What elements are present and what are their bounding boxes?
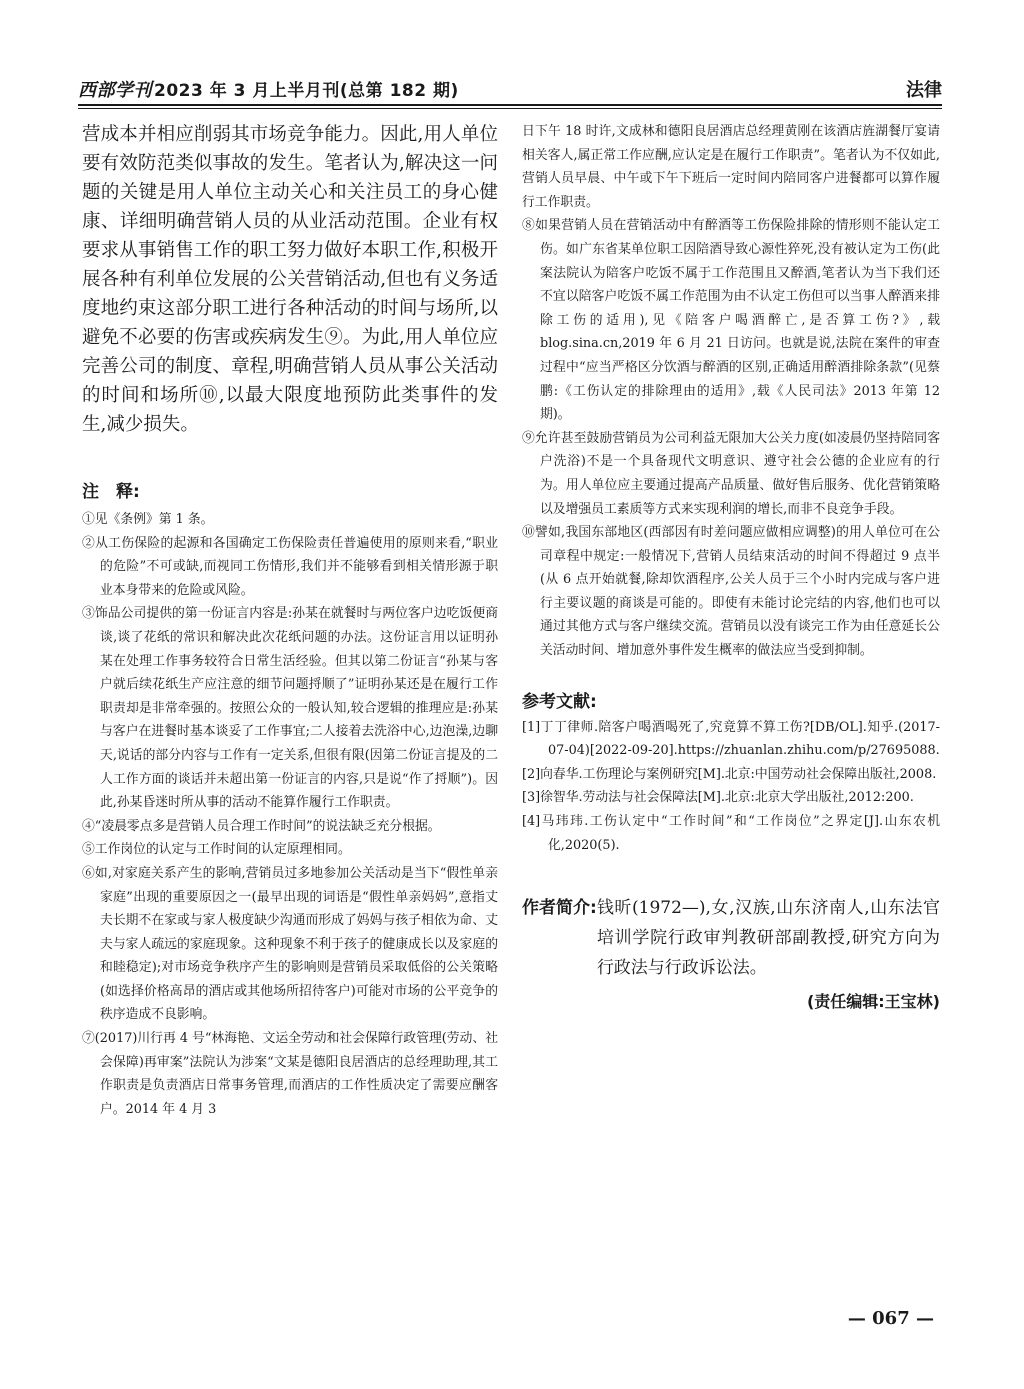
page-number: — 067 — [847, 1308, 934, 1329]
note-item: ⑤工作岗位的认定与工作时间的认定原理相同。 [82, 842, 351, 858]
note-item: ⑥如,对家庭关系产生的影响,营销员过多地参加公关活动是当下“假性单亲家庭”出现的重要原因之一(最早出现的词语是“假性单亲妈妈”,意指丈夫长期不在家或与家人极度缺少沟通而形成了妈妈与孩子相依为命、丈夫与家人疏远的家庭现象。这种现象不利于孩子的健康成长以及家庭的和睦稳定);对市场竞争秩序产生的影响则是营销员采取低俗的公关策略(如选择价格高昂的酒店或其他场所招待客户)可能对市场的公平竞争的秩序造成不良影响。 [82, 865, 498, 1023]
author-bio-label: 作者简介: [522, 898, 597, 919]
section-label: 法律 [906, 80, 942, 101]
note-continuation: 日下午 18 时许,文成林和德阳良居酒店总经理黄刚在该酒店旌湖餐厅宴请相关客人,属正常工作应酬,应认定是在履行工作职责”。笔者认为不仅如此,营销人员早晨、中午或下午下班后一定时间内陪同客户进餐都可以算作履行工作职责。 [522, 124, 940, 210]
note-item: ④“凌晨零点多是营销人员合理工作时间”的说法缺乏充分根据。 [82, 818, 441, 834]
notes-heading: 注 释: [82, 482, 140, 502]
reference-item: [2]向春华.工伤理论与案例研究[M].北京:中国劳动社会保障出版社,2008. [522, 766, 937, 782]
left-column [82, 120, 498, 1121]
references-heading: 参考文献: [522, 691, 597, 712]
notes-list-left [82, 508, 498, 1121]
author-bio-text: 钱昕(1972—),女,汉族,山东济南人,山东法官培训学院行政审判教研部副教授,研究方向为行政法与行政诉讼法。 [596, 898, 940, 979]
note-item: ⑦(2017)川行再 4 号“林海艳、文运全劳动和社会保障行政管理(劳动、社会保障)再审案”法院认为涉案“文某是德阳良居酒店的总经理助理,其工作职责是负责酒店日常事务管理,而酒店的工作性质决定了需要应酬客户。2014 年 4 月 3 [82, 1031, 498, 1117]
note-item: ③饰品公司提供的第一份证言内容是:孙某在就餐时与两位客户边吃饭便商谈,谈了花纸的常识和解决此次花纸问题的办法。这份证言用以证明孙某在处理工作事务较符合日常生活经验。但其以第二份证言“孙某与客户就后续花纸生产应注意的细节问题捋顺了”证明孙某还是在履行工作职责却是非常牵强的。按照公众的一般认知,较合逻辑的推理应是:孙某与客户在进餐时基本谈妥了工作事宜;二人接着去洗浴中心,边泡澡,边聊天,说话的部分内容与工作有一定关系,但很有限(因第二份证言提及的二人工作方面的谈话并未超出第一份证言的内容,只是说“作了捋顺”)。因此,孙某昏迷时所从事的活动不能算作履行工作职责。 [82, 606, 498, 811]
note-item: ⑩譬如,我国东部地区(西部因有时差问题应做相应调整)的用人单位可在公司章程中规定:一般情况下,营销人员结束活动的时间不得超过 9 点半(从 6 点开始就餐,除却饮酒程序,公关人员于三个小时内完成与客户进行主要议题的商谈是可能的。即使有未能讨论完结的内容,他们也可以通过其他方式与客户继续交流。营销员以没有谈完工作为由任意延长公关活动时间、增加意外事件发生概率的做法应当受到抑制。 [522, 525, 940, 659]
references-list [522, 716, 940, 858]
header-rule [78, 104, 942, 106]
note-item: ⑨允许甚至鼓励营销员为公司利益无限加大公关力度(如凌晨仍坚持陪同客户洗浴)不是一个具备现代文明意识、遵守社会公德的企业应有的行为。用人单位应主要通过提高产品质量、做好售后服务、优化营销策略以及增强员工素质等方式来实现利润的增长,而非不良竞争手段。 [522, 430, 940, 517]
header-rule-thin [78, 108, 942, 109]
notes-list-right [522, 120, 940, 663]
reference-item: [1]丁丁律师.陪客户喝酒喝死了,究竟算不算工伤?[DB/OL].知乎.(2017-07-04)[2022-09-20].https://zhuanlan.zhihu.com/p/27695088. [522, 719, 940, 759]
editor-credit: (责任编辑:王宝林) [806, 992, 940, 1012]
reference-item: [4]马玮玮.工伤认定中“工作时间”和“工作岗位”之界定[J].山东农机化,2020(5). [522, 814, 940, 853]
body-paragraph: 营成本并相应削弱其市场竞争能力。因此,用人单位要有效防范类似事故的发生。笔者认为,解决这一问题的关键是用人单位主动关心和关注员工的身心健康、详细明确营销人员的从业活动范围。企业有权要求从事销售工作的职工努力做好本职工作,积极开展各种有利单位发展的公关营销活动,但也有义务适度地约束这部分职工进行各种活动的时间与场所,以避免不必要的伤害或疾病发生⑨。为此,用人单位应完善公司的制度、章程,明确营销人员从事公关活动的时间和场所⑩,以最大限度地预防此类事件的发生,减少损失。 [82, 124, 498, 435]
author-bio [522, 893, 940, 983]
right-column [522, 120, 940, 1012]
note-item: ①见《条例》第 1 条。 [82, 512, 214, 527]
issue-label: 2023 年 3 月上半月刊(总第 182 期) [154, 81, 459, 101]
note-item: ②从工伤保险的起源和各国确定工伤保险责任普遍使用的原则来看,“职业的危险”不可或缺,而视同工伤情形,我们并不能够看到相关情形源于职业本身带来的危险或风险。 [82, 535, 498, 598]
note-item: ⑧如果营销人员在营销活动中有醉酒等工伤保险排除的情形则不能认定工伤。如广东省某单位职工因陪酒导致心源性猝死,没有被认定为工伤(此案法院认为陪客户吃饭不属于工作范围且又醉酒,笔者认为当下我们还不宜以陪客户吃饭不属工作范围为由不认定工伤但可以当事人醉酒来排除工伤的适用),见《陪客户喝酒醉亡,是否算工伤?》,载 blog.sina.cn,2019 年 6 月 21 日访问。也就是说,法院在案件的审查过程中“应当严格区分饮酒与醉酒的区别,正确适用醉酒排除条款”(见蔡鹏:《工伤认定的排除理由的适用》,载《人民司法》2013 年第 12 期)。 [522, 218, 940, 423]
journal-issue [78, 76, 459, 102]
running-header [78, 68, 942, 102]
journal-logo: 西部学刊 [78, 80, 152, 101]
reference-item: [3]徐智华.劳动法与社会保障法[M].北京:北京大学出版社,2012:200. [522, 790, 914, 806]
